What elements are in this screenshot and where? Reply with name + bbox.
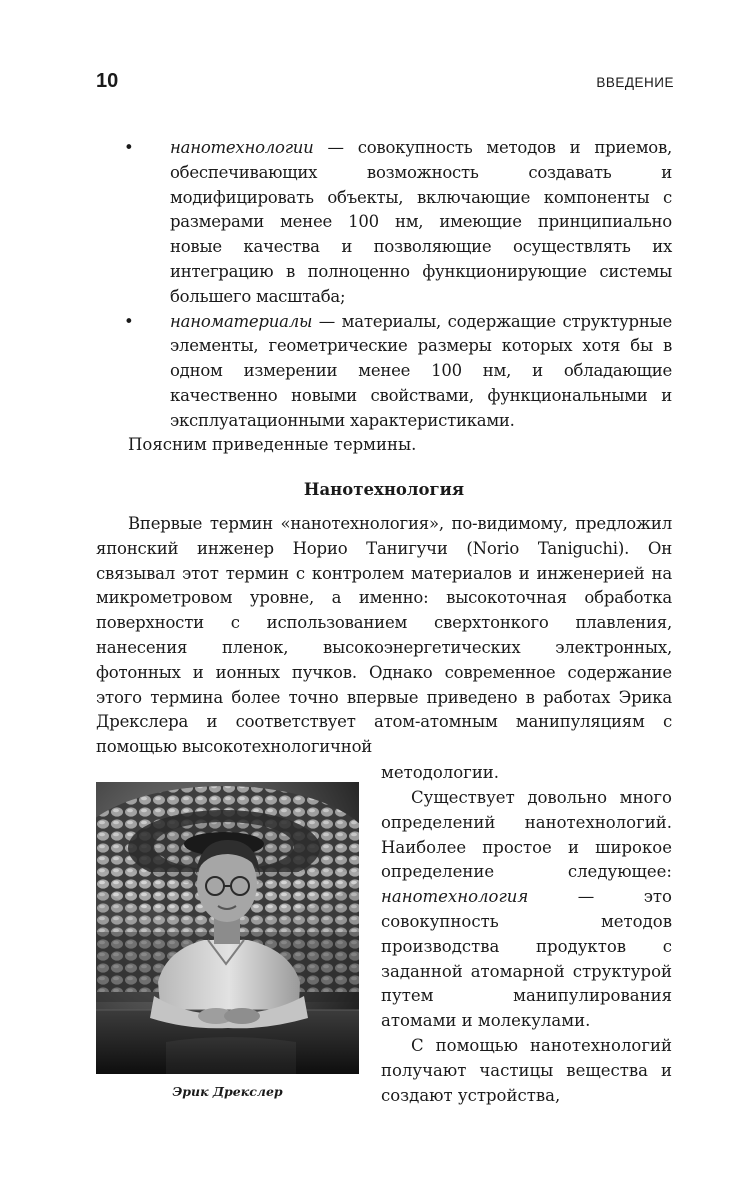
definition-item — [96, 310, 672, 434]
definition-text: — материалы, содержащие структурные элементы, геометрические размеры которых хотя бы в одном измерении менее 100 нм, и обладающие качественно новыми свойствами, функциональными и эксплуатационными характеристиками. — [170, 311, 672, 430]
running-head — [96, 70, 674, 100]
portrait-figure — [96, 782, 359, 1099]
paragraph-applications: С помощью нанотехнологий получают частицы вещества и создают устройства, — [381, 1035, 672, 1105]
paragraph-origin: Впервые термин «нанотехнология», по-видимому, предложил японский инженер Норио Танигучи (Norio Taniguchi). Он связывал этот термин с контролем материалов и инженерией на микрометровом уровне, а именно: высокоточная обработка поверхности с использованием сверхтонкого плавления, нанесения пленок, высокоэнергетических электронных, фотонных и ионных пучков. Однако современное содержание этого термина более точно впервые приведено в работах Эрика Дрекслера и соответствует атом-атомным манипуляциям с помощью высокотехнологичной — [96, 514, 672, 757]
paragraph-origin-end: методологии. — [381, 763, 500, 782]
page-number: 10 — [96, 70, 119, 92]
defined-term: нанотехнология — [381, 887, 529, 907]
intro-line: Поясним приведенные термины. — [128, 435, 417, 454]
definition-item — [96, 136, 672, 310]
side-column-text — [381, 786, 672, 1108]
bullet-icon: • — [124, 311, 134, 331]
definition-term: нанотехнологии — [170, 138, 314, 157]
definition-list — [96, 136, 672, 434]
figure-caption: Эрик Дрекслер — [172, 1084, 283, 1099]
paragraph-definitions-start: Существует довольно много определений нанотехнологий. Наиболее простое и широкое определение следующее: — [381, 788, 672, 882]
section-title: ВВЕДЕНИЕ — [596, 75, 674, 90]
portrait-photo — [96, 782, 359, 1074]
definition-term: наноматериалы — [170, 311, 313, 331]
section-subheading: Нанотехнология — [303, 480, 465, 499]
paragraph-definitions-rest: — это совокупность методов производства продуктов с заданной атомарной структурой путем манипулирования атомами и молекулами. — [381, 887, 672, 1031]
definition-text: — совокупность методов и приемов, обеспечивающих возможность создавать и модифицировать объекты, включающие компоненты с размерами менее 100 нм, имеющие принципиально новые качества и позволяющие осуществлять их интеграцию в полноценно функционирующие системы большего масштаба; — [170, 138, 672, 306]
bullet-icon: • — [124, 138, 134, 157]
paragraph-definitions — [381, 786, 672, 1034]
